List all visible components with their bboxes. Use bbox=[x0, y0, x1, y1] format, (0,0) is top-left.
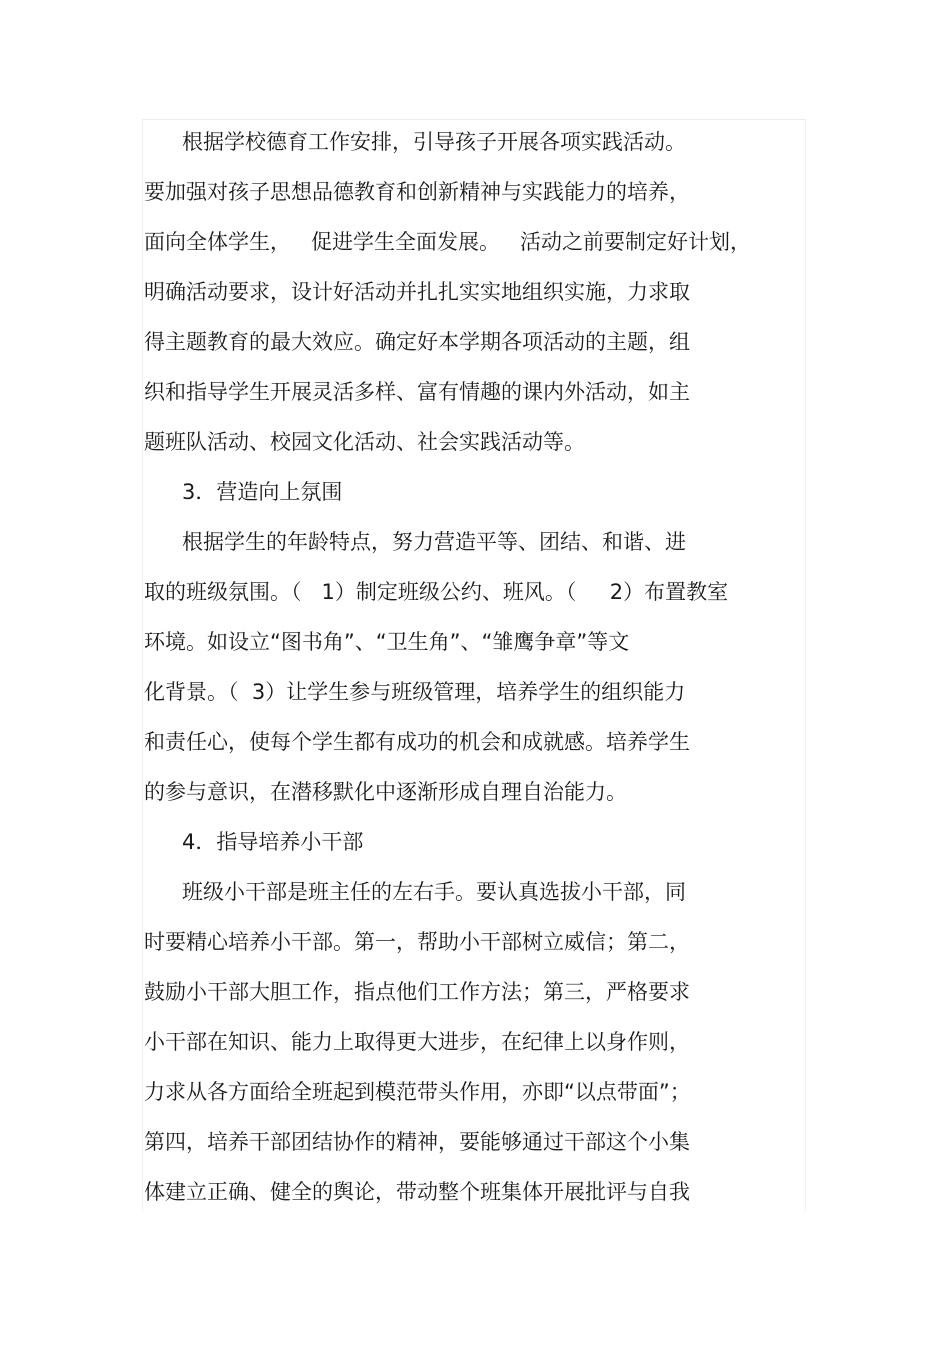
paragraph-line: 取的班级氛围。（ 1）制定班级公约、班风。（ 2）布置教室 bbox=[144, 580, 729, 604]
paragraph-line: 和责任心，使每个学生都有成功的机会和成就感。培养学生 bbox=[144, 730, 690, 754]
paragraph-line: 面向全体学生， 促进学生全面发展。 活动之前要制定好计划， bbox=[144, 230, 752, 254]
paragraph-line: 第四，培养干部团结协作的精神，要能够通过干部这个小集 bbox=[144, 1130, 690, 1154]
paragraph-line: 鼓励小干部大胆工作，指点他们工作方法；第三，严格要求 bbox=[144, 980, 690, 1004]
paragraph-line: 的参与意识，在潜移默化中逐渐形成自理自治能力。 bbox=[144, 780, 627, 804]
section-heading: 4．指导培养小干部 bbox=[182, 830, 364, 854]
paragraph-line: 织和指导学生开展灵活多样、富有情趣的课内外活动，如主 bbox=[144, 380, 690, 404]
paragraph-line: 时要精心培养小干部。第一，帮助小干部树立威信；第二， bbox=[144, 930, 690, 954]
paragraph-line: 体建立正确、健全的舆论，带动整个班集体开展批评与自我 bbox=[144, 1180, 690, 1204]
paragraph-line: 根据学生的年龄特点，努力营造平等、团结、和谐、进 bbox=[182, 530, 686, 554]
paragraph-line: 化背景。（ 3）让学生参与班级管理，培养学生的组织能力 bbox=[144, 680, 686, 704]
paragraph-line: 明确活动要求，设计好活动并扎扎实实地组织实施，力求取 bbox=[144, 280, 690, 304]
paragraph-line: 小干部在知识、能力上取得更大进步，在纪律上以身作则， bbox=[144, 1030, 690, 1054]
paragraph-line: 力求从各方面给全班起到模范带头作用，亦即“以点带面”； bbox=[144, 1080, 691, 1104]
section-heading: 3．营造向上氛围 bbox=[182, 480, 343, 504]
paragraph-line: 要加强对孩子思想品德教育和创新精神与实践能力的培养， bbox=[144, 180, 690, 204]
paragraph-line: 得主题教育的最大效应。确定好本学期各项活动的主题，组 bbox=[144, 330, 690, 354]
paragraph-line: 根据学校德育工作安排，引导孩子开展各项实践活动。 bbox=[182, 130, 686, 154]
paragraph-line: 环境。如设立“图书角”、“卫生角”、“雏鹰争章”等文 bbox=[144, 630, 630, 654]
paragraph-line: 班级小干部是班主任的左右手。要认真选拔小干部，同 bbox=[182, 880, 686, 904]
paragraph-line: 题班队活动、校园文化活动、社会实践活动等。 bbox=[144, 430, 585, 454]
